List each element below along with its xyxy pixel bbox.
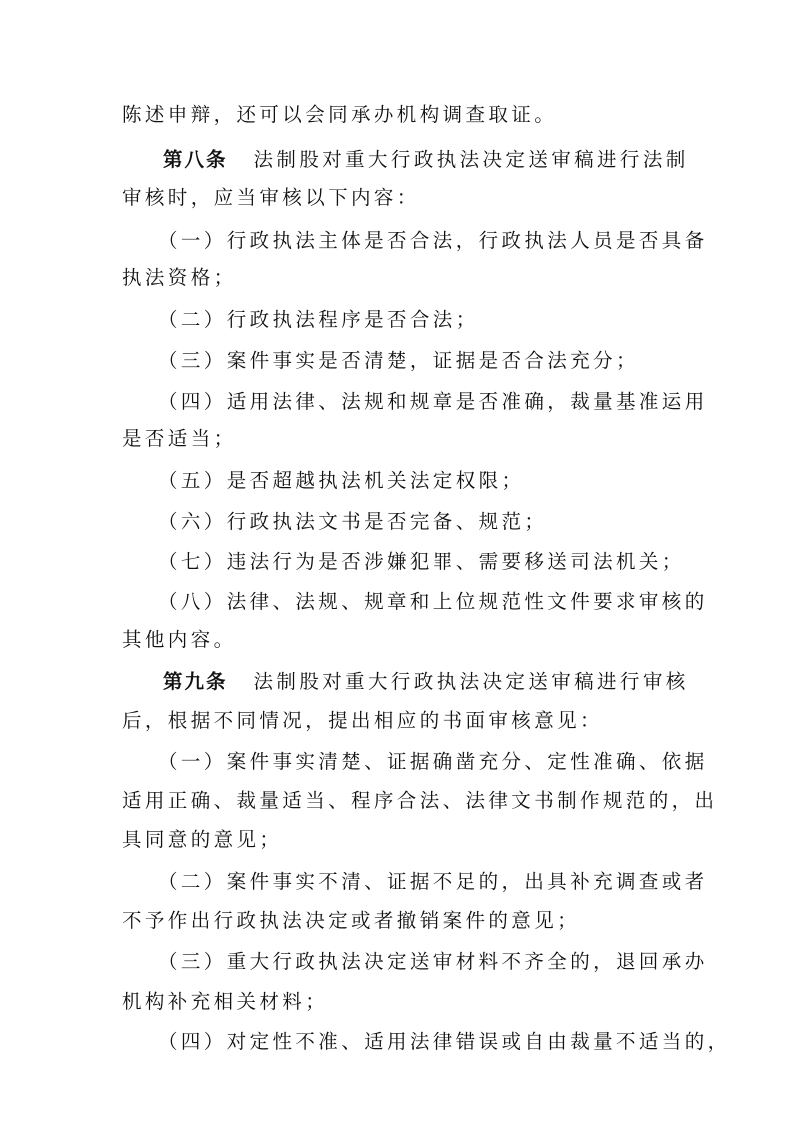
opinion-item-1: （一）案件事实清楚、证据确凿充分、定性准确、依据	[158, 750, 708, 773]
text-line-continuation: 陈述申辩，还可以会同承办机构调查取证。	[122, 103, 558, 126]
text-line: 适用正确、裁量适当、程序合法、法律文书制作规范的，出	[122, 789, 718, 812]
text-line: 不予作出行政执法决定或者撤销案件的意见；	[122, 909, 581, 932]
list-item-5: （五）是否超越执法机关法定权限；	[158, 469, 525, 492]
list-item-2: （二）行政执法程序是否合法；	[158, 308, 479, 331]
article-8-line	[0, 142, 793, 178]
text-line: 具同意的意见；	[122, 828, 283, 851]
article-8-text: 法制股对重大行政执法决定送审稿进行法制	[253, 148, 689, 171]
article-9-text: 法制股对重大行政执法决定送审稿进行审核	[253, 670, 689, 693]
article-8-heading: 第八条	[163, 148, 228, 171]
list-item-4: （四）适用法律、法规和规章是否准确，裁量基准运用	[158, 390, 708, 413]
list-item-3: （三）案件事实是否清楚，证据是否合法充分；	[158, 349, 639, 372]
text-line: 执法资格；	[122, 266, 237, 289]
opinion-item-3: （三）重大行政执法决定送审材料不齐全的，退回承办	[158, 950, 708, 973]
list-item-7: （七）违法行为是否涉嫌犯罪、需要移送司法机关；	[158, 550, 685, 573]
text-line: 其他内容。	[122, 628, 237, 651]
list-item-6: （六）行政执法文书是否完备、规范；	[158, 510, 548, 533]
list-item-1: （一）行政执法主体是否合法，行政执法人员是否具备	[158, 229, 708, 252]
article-9-heading: 第九条	[163, 670, 228, 693]
text-line: 是否适当；	[122, 427, 237, 450]
opinion-item-4: （四）对定性不准、适用法律错误或自由裁量不适当的，	[158, 1030, 731, 1053]
text-line: 审核时，应当审核以下内容：	[122, 186, 420, 209]
text-line: 后，根据不同情况，提出相应的书面审核意见：	[122, 709, 603, 732]
text-line: 机构补充相关材料；	[122, 990, 329, 1013]
article-9-line	[0, 664, 793, 700]
list-item-8: （八）法律、法规、规章和上位规范性文件要求审核的	[158, 590, 708, 613]
opinion-item-2: （二）案件事实不清、证据不足的，出具补充调查或者	[158, 870, 708, 893]
